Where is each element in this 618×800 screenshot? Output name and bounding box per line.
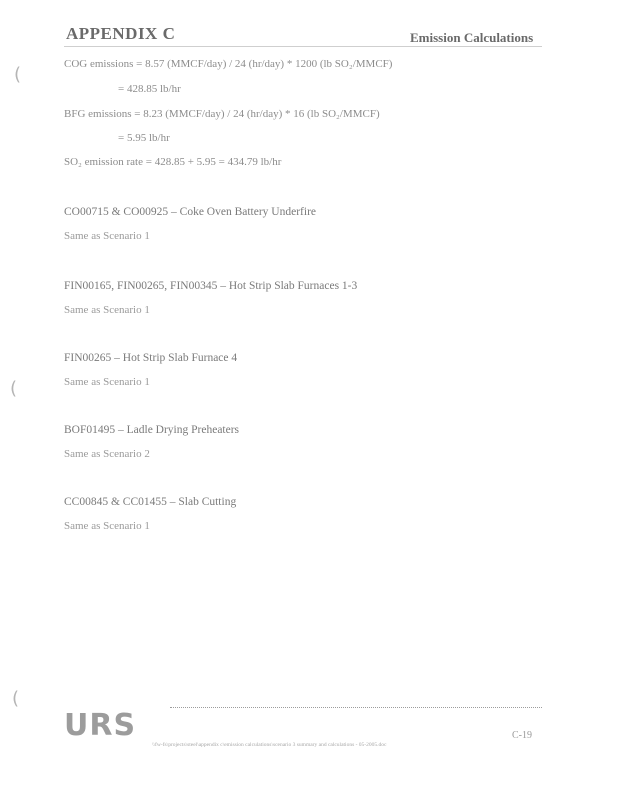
section-heading: CC00845 & CC01455 – Slab Cutting bbox=[64, 496, 237, 508]
section-title: Emission Calculations bbox=[410, 30, 534, 45]
section-heading: FIN00265 – Hot Strip Slab Furnace 4 bbox=[64, 352, 238, 364]
section-note: Same as Scenario 1 bbox=[64, 304, 150, 316]
footer-file-path: \\fw-fs\projects\steel\appendix c\emission calculations\scenario 3 summary and calculations - 05-2005.doc bbox=[152, 742, 387, 748]
cog-emissions-result: = 428.85 lb/hr bbox=[118, 83, 181, 95]
header-divider bbox=[64, 46, 542, 47]
urs-logo: URS bbox=[64, 708, 137, 743]
section-note: Same as Scenario 1 bbox=[64, 230, 150, 242]
bfg-emissions-line: BFG emissions = 8.23 (MMCF/day) / 24 (hr/day) * 16 (lb SO₂/MMCF) bbox=[64, 108, 380, 120]
margin-bracket-mark: ( bbox=[12, 688, 20, 709]
appendix-label: APPENDIX C bbox=[66, 24, 176, 43]
bfg-emissions-result: = 5.95 lb/hr bbox=[118, 132, 170, 144]
margin-bracket-mark: ( bbox=[10, 378, 18, 399]
section-note: Same as Scenario 1 bbox=[64, 520, 150, 532]
section-heading: CO00715 & CO00925 – Coke Oven Battery Underfire bbox=[64, 206, 317, 218]
section-heading: FIN00165, FIN00265, FIN00345 – Hot Strip Slab Furnaces 1-3 bbox=[64, 280, 358, 292]
page-number: C-19 bbox=[512, 730, 532, 741]
footer-divider bbox=[170, 707, 542, 708]
margin-bracket-mark: ( bbox=[14, 64, 22, 85]
so2-emission-rate-line: SO₂ emission rate = 428.85 + 5.95 = 434.79 lb/hr bbox=[64, 156, 282, 168]
section-note: Same as Scenario 1 bbox=[64, 376, 150, 388]
section-heading: BOF01495 – Ladle Drying Preheaters bbox=[64, 424, 240, 436]
section-note: Same as Scenario 2 bbox=[64, 448, 150, 460]
cog-emissions-line: COG emissions = 8.57 (MMCF/day) / 24 (hr/day) * 1200 (lb SO₂/MMCF) bbox=[64, 58, 393, 70]
